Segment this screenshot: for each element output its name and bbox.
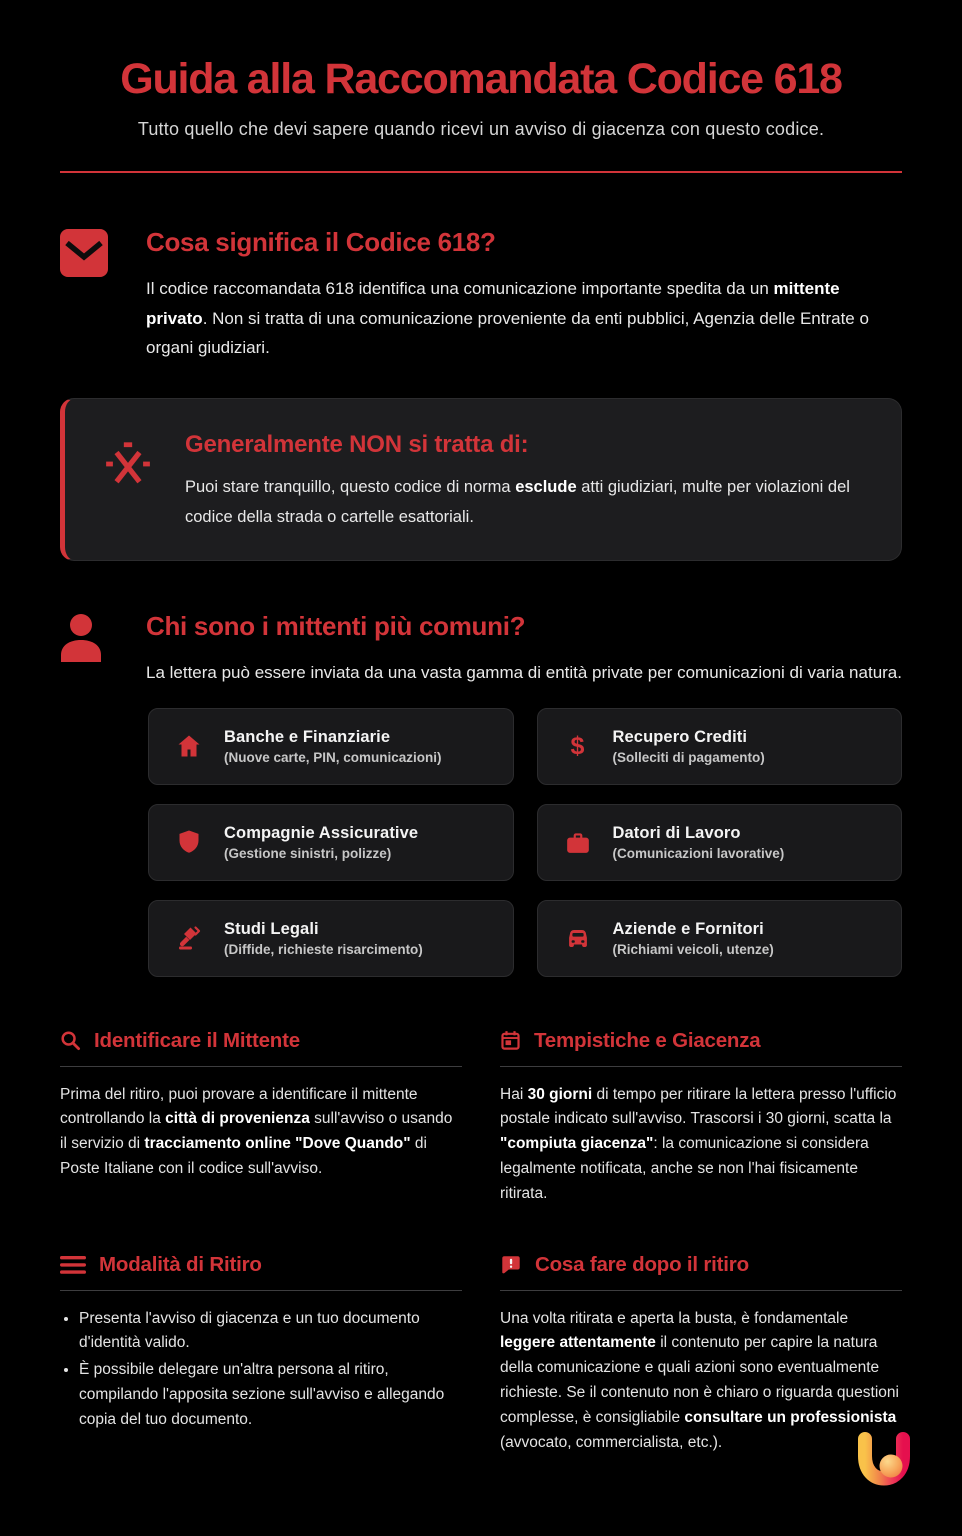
page-subtitle: Tutto quello che devi sapere quando ricevi un avviso di giacenza con questo codice.: [137, 119, 825, 140]
red-divider: [60, 171, 902, 173]
pickup-bullet: • È possibile delegare un'altra persona al ritiro, compilando l'apposita sezione sull'avviso e allegando copia del tuo documento.: [79, 1358, 462, 1432]
sender-card-subtitle: (Diffide, richieste risarcimento): [224, 941, 423, 957]
person-icon: [60, 611, 108, 687]
sender-card-banche: [148, 708, 514, 785]
info-identify-paragraph: Prima del ritiro, puoi provare a identificare il mittente controllando la città di provenienza sull'avviso o usando il servizio di tracciamento online "Dove Quando" di Poste Italiane con il codice sull'avviso.: [60, 1085, 453, 1177]
sender-card-datori: [537, 804, 903, 881]
home-icon: [176, 733, 202, 759]
shield-icon: [176, 829, 202, 855]
section-meaning-paragraph: Il codice raccomandata 618 identifica una comunicazione importante spedita da un mittente privato. Non si tratta di una comunicazione proveniente da enti pubblici, Agenzia delle Entrate o organi giudiziari.: [146, 279, 869, 357]
info-pickup: [60, 1253, 462, 1456]
info-after-paragraph: Una volta ritirata e aperta la busta, è fondamentale leggere attentamente il contenuto per capire la natura della comunicazione e quali azioni sono eventualmente richieste. Se il contenuto non è chiaro o riguarda questioni complesse, è consigliabile consultare un professionista (avvocato, commercialista, etc.).: [500, 1309, 899, 1451]
list-icon: [60, 1255, 86, 1275]
info-timing: [500, 1029, 902, 1207]
sender-card-title: Banche e Finanziarie: [224, 727, 391, 746]
sender-card-subtitle: (Comunicazioni lavorative): [612, 845, 785, 861]
info-identify: [60, 1029, 462, 1207]
pickup-bullet: • Presenta l'avviso di giacenza e un tuo documento d'identità valido.: [79, 1307, 462, 1357]
sender-card-subtitle: (Gestione sinistri, polizze): [224, 845, 392, 861]
info-pickup-heading: Modalità di Ritiro: [60, 1253, 462, 1291]
section-senders-heading: Chi sono i mittenti più comuni?: [146, 611, 526, 642]
senders-grid: [148, 708, 902, 977]
envelope-icon: [60, 227, 108, 362]
callout-card: [60, 398, 902, 561]
brand-logo: [850, 1428, 918, 1496]
sender-card-studi: [148, 900, 514, 977]
crossed-out-gavel-icon: [103, 431, 153, 532]
sender-card-title: Compagnie Assicurative: [224, 823, 419, 842]
section-senders-paragraph: La lettera può essere inviata da una vasta gamma di entità private per comunicazioni di varia natura.: [146, 663, 902, 683]
sender-card-aziende: [537, 900, 903, 977]
gavel-icon: [176, 925, 202, 951]
sender-card-subtitle: (Solleciti di pagamento): [612, 749, 765, 765]
sender-card-recupero: [537, 708, 903, 785]
info-after: [500, 1253, 902, 1456]
briefcase-icon: [565, 829, 591, 855]
search-icon: [60, 1030, 81, 1051]
chat-alert-icon: [500, 1254, 522, 1276]
sender-card-title: Aziende e Fornitori: [612, 919, 764, 938]
info-after-heading: Cosa fare dopo il ritiro: [500, 1253, 902, 1291]
info-identify-heading: Identificare il Mittente: [60, 1029, 462, 1067]
sender-card-title: Recupero Crediti: [612, 727, 748, 746]
section-meaning: [60, 227, 902, 362]
info-grid: [60, 1029, 902, 1456]
info-timing-paragraph: Hai 30 giorni di tempo per ritirare la lettera presso l'ufficio postale indicato sull'avviso. Trascorsi i 30 giorni, scatta la "compiuta giacenza": la comunicazione si considera legalmente notificata, anche se non l'hai fisicamente ritirata.: [500, 1085, 897, 1202]
section-meaning-heading: Cosa significa il Codice 618?: [146, 227, 496, 258]
sender-card-title: Datori di Lavoro: [612, 823, 741, 842]
dollar-icon: $: [570, 731, 585, 760]
car-icon: [565, 925, 591, 951]
info-timing-heading: Tempistiche e Giacenza: [500, 1029, 902, 1067]
sender-card-subtitle: (Nuove carte, PIN, comunicazioni): [224, 749, 442, 765]
page-title: Guida alla Raccomandata Codice 618: [120, 55, 842, 103]
info-pickup-list: [60, 1307, 462, 1433]
calendar-icon: [500, 1030, 521, 1051]
sender-card-title: Studi Legali: [224, 919, 319, 938]
callout-paragraph: Puoi stare tranquillo, questo codice di norma esclude atti giudiziari, multe per violazioni del codice della strada o cartelle esattoriali.: [185, 478, 850, 526]
section-senders: [60, 611, 902, 687]
sender-card-assicurative: [148, 804, 514, 881]
sender-card-subtitle: (Richiami veicoli, utenze): [612, 941, 774, 957]
header: [60, 56, 902, 173]
callout-heading: Generalmente NON si tratta di:: [185, 431, 529, 458]
